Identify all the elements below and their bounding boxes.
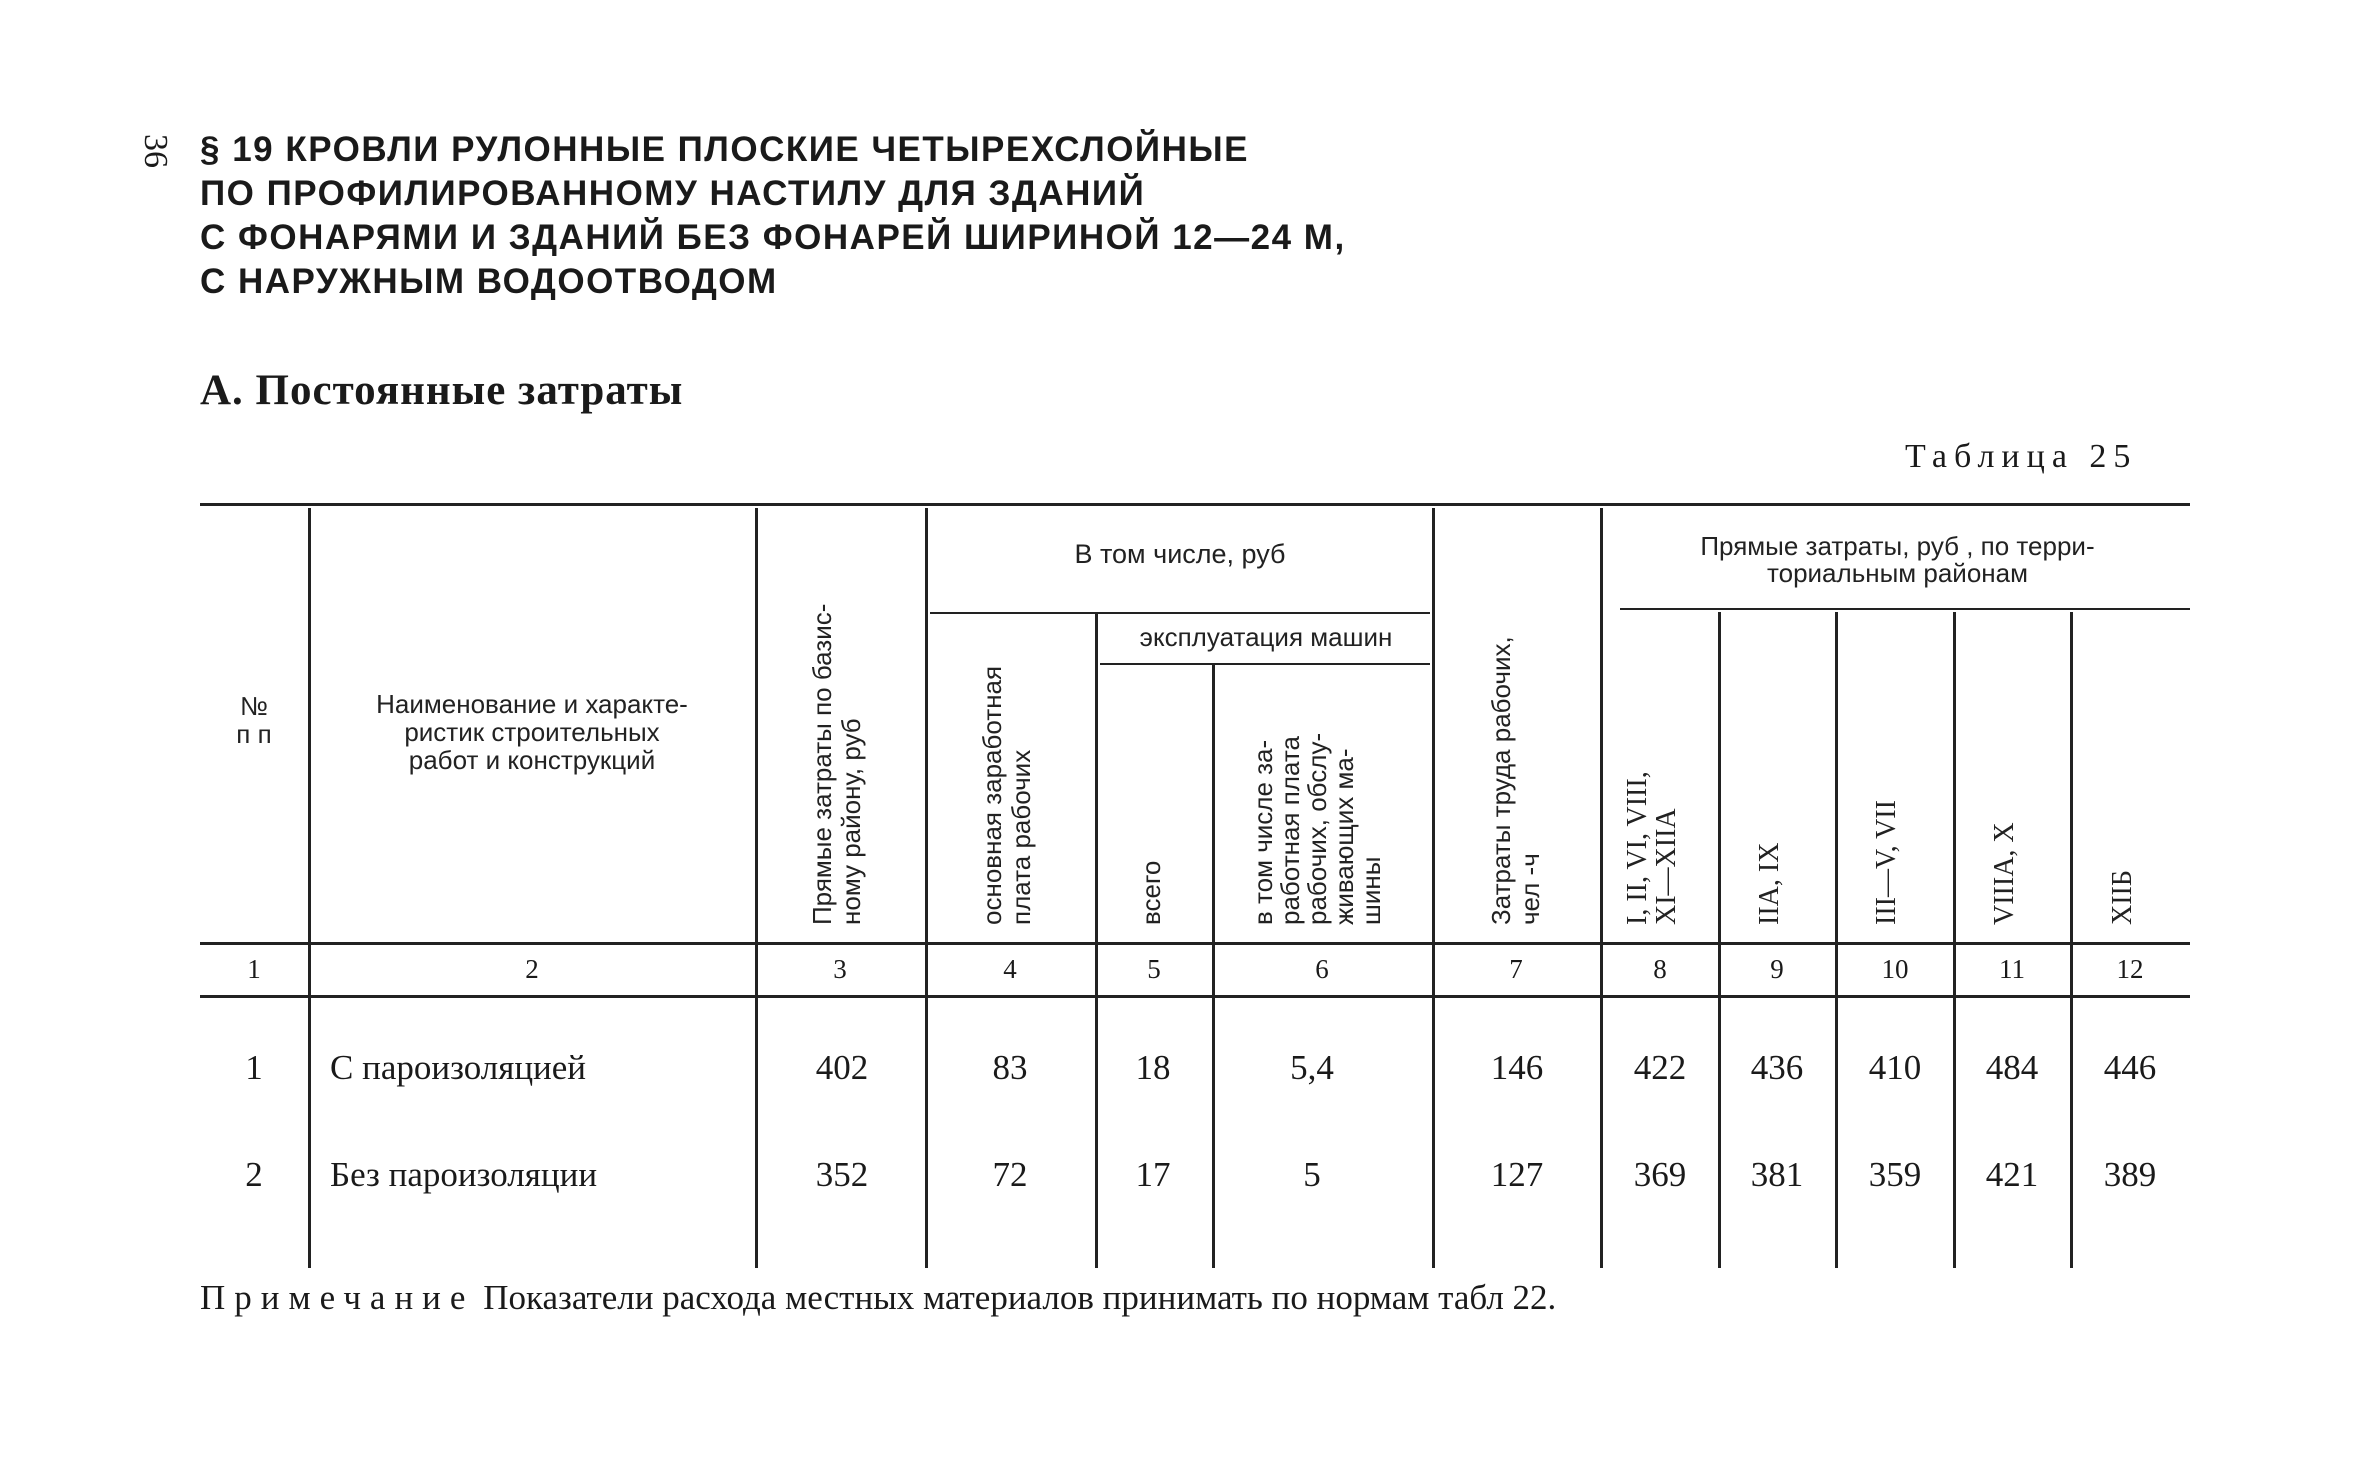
column-number: 7 [1509,954,1523,984]
column-number: 4 [1003,954,1017,984]
header-region-5: XIIБ [2107,870,2138,925]
column-number: 10 [1881,954,1909,984]
header-region-1 [1623,771,1681,925]
header-bottom-rule [200,942,2190,945]
column-number: 11 [1999,954,2025,984]
header-line: плата рабочих [1006,749,1036,925]
section-title-line: С ФОНАРЯМИ И ЗДАНИЙ БЕЗ ФОНАРЕЙ ШИРИНОЙ 12—24 М, [200,218,1346,257]
column-number: 8 [1653,954,1667,984]
header-line: шины [1356,856,1386,925]
header-region-3: III—V, VII [1871,800,1902,925]
header-line: I, II, VI, VIII, [1622,771,1653,925]
row-number: 2 [245,1155,263,1194]
table-cell: 402 [815,1048,869,1087]
table-cell: 359 [1868,1155,1922,1194]
table-cell: 17 [1135,1155,1171,1194]
header-num [200,692,308,748]
table-cell: 446 [2103,1048,2157,1087]
header-line: работная плата [1275,736,1305,925]
header-line: Прямые затраты по базис- [807,603,837,925]
table-note [200,1278,1556,1318]
col-divider [308,508,311,1268]
header-line: живающих ма- [1329,748,1359,925]
incl-group-rule [930,612,1430,614]
table-cell: 18 [1135,1048,1171,1087]
col-divider [755,508,758,1268]
header-line: XI—XIIA [1651,808,1682,925]
header-line: рабочих, обслу- [1302,732,1332,925]
note-label: Примечание [200,1278,475,1317]
header-line: Затраты труда рабочих, [1486,636,1516,925]
regions-group-rule [1620,608,2190,610]
header-base-wage [978,666,1036,925]
header-num-line: п п [236,719,272,749]
header-name-line: работ и конструкций [408,745,656,775]
header-region-4: VIIIA, X [1989,822,2020,925]
header-direct-base [808,604,866,925]
section-title-line: § 19 КРОВЛИ РУЛОННЫЕ ПЛОСКИЕ ЧЕТЫРЕХСЛОЙНЫЕ [200,130,1249,169]
header-machines-group: эксплуатация машин [1139,622,1393,652]
table-cell: 127 [1490,1155,1544,1194]
colnum-bottom-rule [200,995,2190,998]
table-cell: 5 [1303,1155,1321,1194]
header-labor [1487,636,1545,925]
note-text: Показатели расхода местных материалов принимать по нормам табл 22. [483,1278,1557,1317]
column-number: 5 [1147,954,1161,984]
table-cell: 436 [1750,1048,1804,1087]
header-region-2: IIA, IX [1754,842,1785,925]
header-line: основная заработная [977,665,1007,925]
table-cell: 83 [992,1048,1028,1087]
header-num-line: № [240,691,268,721]
header-line: чел -ч [1515,853,1545,925]
table-cell: 422 [1633,1048,1687,1087]
header-line: в том числе за- [1248,739,1278,925]
section-title-line: ПО ПРОФИЛИРОВАННОМУ НАСТИЛУ ДЛЯ ЗДАНИЙ [200,174,1146,213]
table-cell: 410 [1868,1048,1922,1087]
table-cell: 72 [992,1155,1028,1194]
header-line: Прямые затраты, руб , по терри- [1700,531,2095,561]
table-cell: 389 [2103,1155,2157,1194]
table-label: Таблица 25 [1905,438,2138,475]
col-divider [925,508,928,1268]
table-top-rule [200,503,2190,506]
column-number: 9 [1770,954,1784,984]
header-machines-total: всего [1136,860,1166,925]
header-name-line: Наименование и характе- [376,689,688,719]
page-number: 36 [137,134,174,168]
column-number: 12 [2116,954,2144,984]
col-divider [1600,508,1603,1268]
header-name-line: ристик строительных [404,717,660,747]
col-divider [1432,508,1435,1268]
header-name [312,690,752,774]
section-title-line: С НАРУЖНЫМ ВОДООТВОДОМ [200,262,778,301]
header-line: ториальным районам [1767,558,2028,588]
table-cell: 146 [1490,1048,1544,1087]
row-number: 1 [245,1048,263,1087]
table-cell: 381 [1750,1155,1804,1194]
section-title [200,128,1500,304]
row-name: Без пароизоляции [330,1155,598,1194]
column-number: 3 [833,954,847,984]
header-line: ному району, руб [836,718,866,925]
header-machines-wage [1250,733,1385,925]
row-name: С пароизоляцией [330,1048,587,1087]
table-cell: 352 [815,1155,869,1194]
subsection-title: А. Постоянные затраты [200,367,684,414]
column-number: 6 [1315,954,1329,984]
machines-group-rule [1100,663,1430,665]
table-cell: 421 [1985,1155,2039,1194]
table-cell: 484 [1985,1048,2039,1087]
header-regions-group [1605,533,2190,587]
column-number: 1 [247,954,261,984]
header-incl-group: В том числе, руб [1074,539,1286,569]
column-number: 2 [525,954,539,984]
table-cell: 369 [1633,1155,1687,1194]
table-cell: 5,4 [1290,1048,1334,1087]
